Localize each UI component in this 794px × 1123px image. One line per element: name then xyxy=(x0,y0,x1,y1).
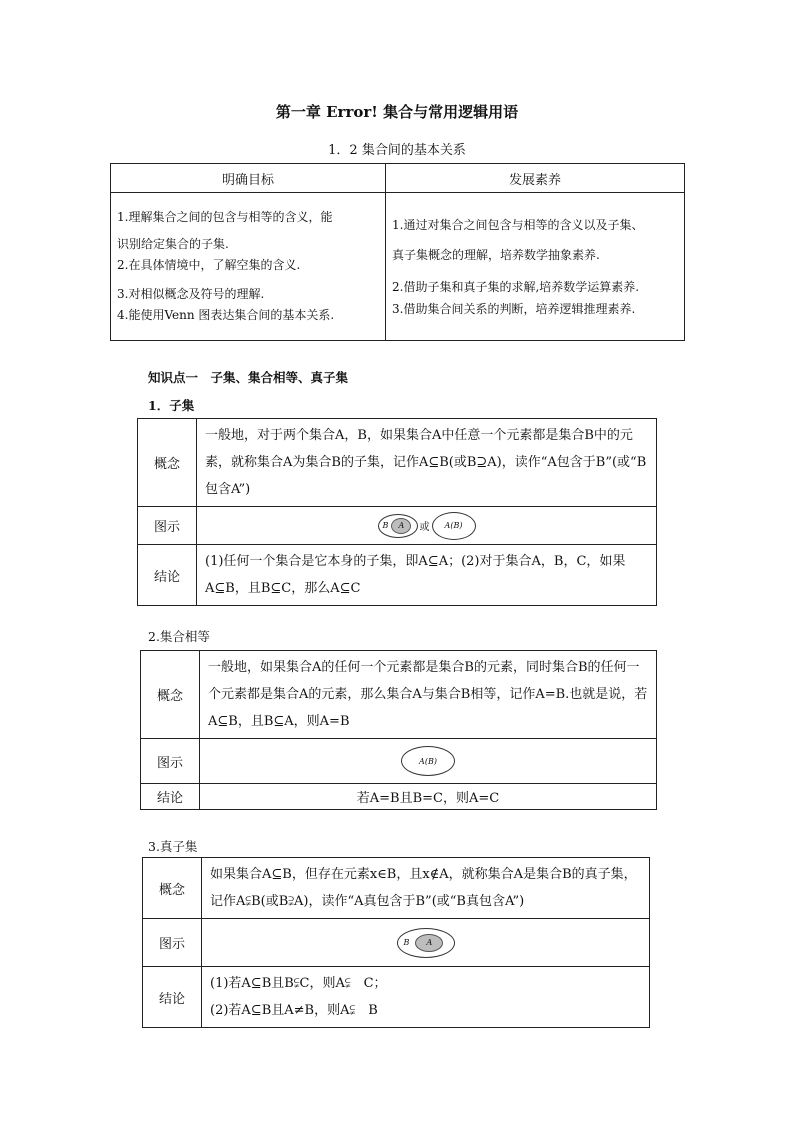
proper-conclusion xyxy=(202,967,650,1028)
equal-conclusion-text: 若A=B且B=C，则A=C xyxy=(200,784,657,810)
literacy-line: 真子集概念的理解，培养数学抽象素养. xyxy=(392,247,600,262)
venn-label-b: B xyxy=(382,521,389,530)
proper-table xyxy=(142,857,650,1028)
knowledge-point-heading: 知识点一 子集、集合相等、真子集 xyxy=(148,370,349,385)
literacy-line: 3.借助集合间关系的判断，培养逻辑推理素养. xyxy=(392,301,636,316)
proper-conclusion-line: (1)若A⊆B且B⫋C，则A⫋ C； xyxy=(210,976,387,991)
venn-label-b: B xyxy=(403,938,410,947)
proper-diagram xyxy=(202,919,650,967)
venn-diagram-b-contains-a xyxy=(378,514,418,538)
goal-line: 2.在具体情境中，了解空集的含义. xyxy=(117,258,301,272)
diagram-or-text: 或 xyxy=(419,522,430,533)
goal-line: 识别给定集合的子集. xyxy=(117,237,229,251)
concept-label: 概念 xyxy=(138,419,197,507)
venn-inner-a: A xyxy=(415,934,443,952)
goal-line: 3.对相似概念及符号的理解. xyxy=(117,287,265,301)
equal-heading: 2.集合相等 xyxy=(148,629,210,644)
equal-concept-text: 一般地，如果集合A的任何一个元素都是集合B的元素，同时集合B的任何一个元素都是集合A的元素，那么集合A与集合B相等，记作A=B.也就是说，若A⊆B，且B⊆A，则A=B xyxy=(200,651,657,739)
venn-diagram-a-equals-b: A(B) xyxy=(401,746,455,776)
venn-diagram-a-equals-b: A(B) xyxy=(432,512,476,540)
diagram-label: 图示 xyxy=(138,507,197,545)
literacy-header: 发展素养 xyxy=(386,164,685,193)
equal-table xyxy=(140,650,657,810)
proper-conclusion-line: (2)若A⊆B且A≠B，则A⫋ B xyxy=(210,1003,378,1018)
goal-line: 4.能使用Venn 图表达集合间的基本关系. xyxy=(117,308,335,322)
goals-table xyxy=(110,163,685,341)
literacy-line: 2.借助子集和真子集的求解,培养数学运算素养. xyxy=(392,279,640,294)
subset-diagram xyxy=(197,507,657,545)
proper-heading: 3.真子集 xyxy=(148,839,198,854)
conclusion-label: 结论 xyxy=(138,545,197,606)
diagram-label: 图示 xyxy=(143,919,202,967)
literacy-cell xyxy=(386,193,685,341)
section-subtitle: 1．2 集合间的基本关系 xyxy=(328,143,466,158)
goal-line: 1.理解集合之间的包含与相等的含义，能 xyxy=(117,210,333,224)
goals-header: 明确目标 xyxy=(111,164,386,193)
subset-concept-text: 一般地，对于两个集合A，B，如果集合A中任意一个元素都是集合B中的元素，就称集合A为集合B的子集，记作A⊆B(或B⊇A)，读作“A包含于B”(或“B包含A”) xyxy=(197,419,657,507)
subset-heading: 1．子集 xyxy=(148,398,195,413)
subset-conclusion-text: (1)任何一个集合是它本身的子集，即A⊆A；(2)对于集合A，B，C，如果A⊆B，且B⊆C，那么A⊆C xyxy=(197,545,657,606)
equal-diagram xyxy=(200,739,657,784)
diagram-label: 图示 xyxy=(141,739,200,784)
conclusion-label: 结论 xyxy=(143,967,202,1028)
page-title: 第一章 Error! 集合与常用逻辑用语 xyxy=(275,103,519,121)
concept-label: 概念 xyxy=(143,858,202,919)
venn-diagram-b-contains-a xyxy=(397,928,455,958)
venn-inner-a: A xyxy=(391,518,411,534)
proper-concept-text: 如果集合A⊆B，但存在元素x∈B，且x∉A，就称集合A是集合B的真子集，记作A⫋B(或B⫌A)，读作“A真包含于B”(或“B真包含A”) xyxy=(202,858,650,919)
conclusion-label: 结论 xyxy=(141,784,200,810)
literacy-line: 1.通过对集合之间包含与相等的含义以及子集、 xyxy=(392,217,644,232)
concept-label: 概念 xyxy=(141,651,200,739)
subset-table xyxy=(137,418,657,606)
goals-cell xyxy=(111,193,386,341)
